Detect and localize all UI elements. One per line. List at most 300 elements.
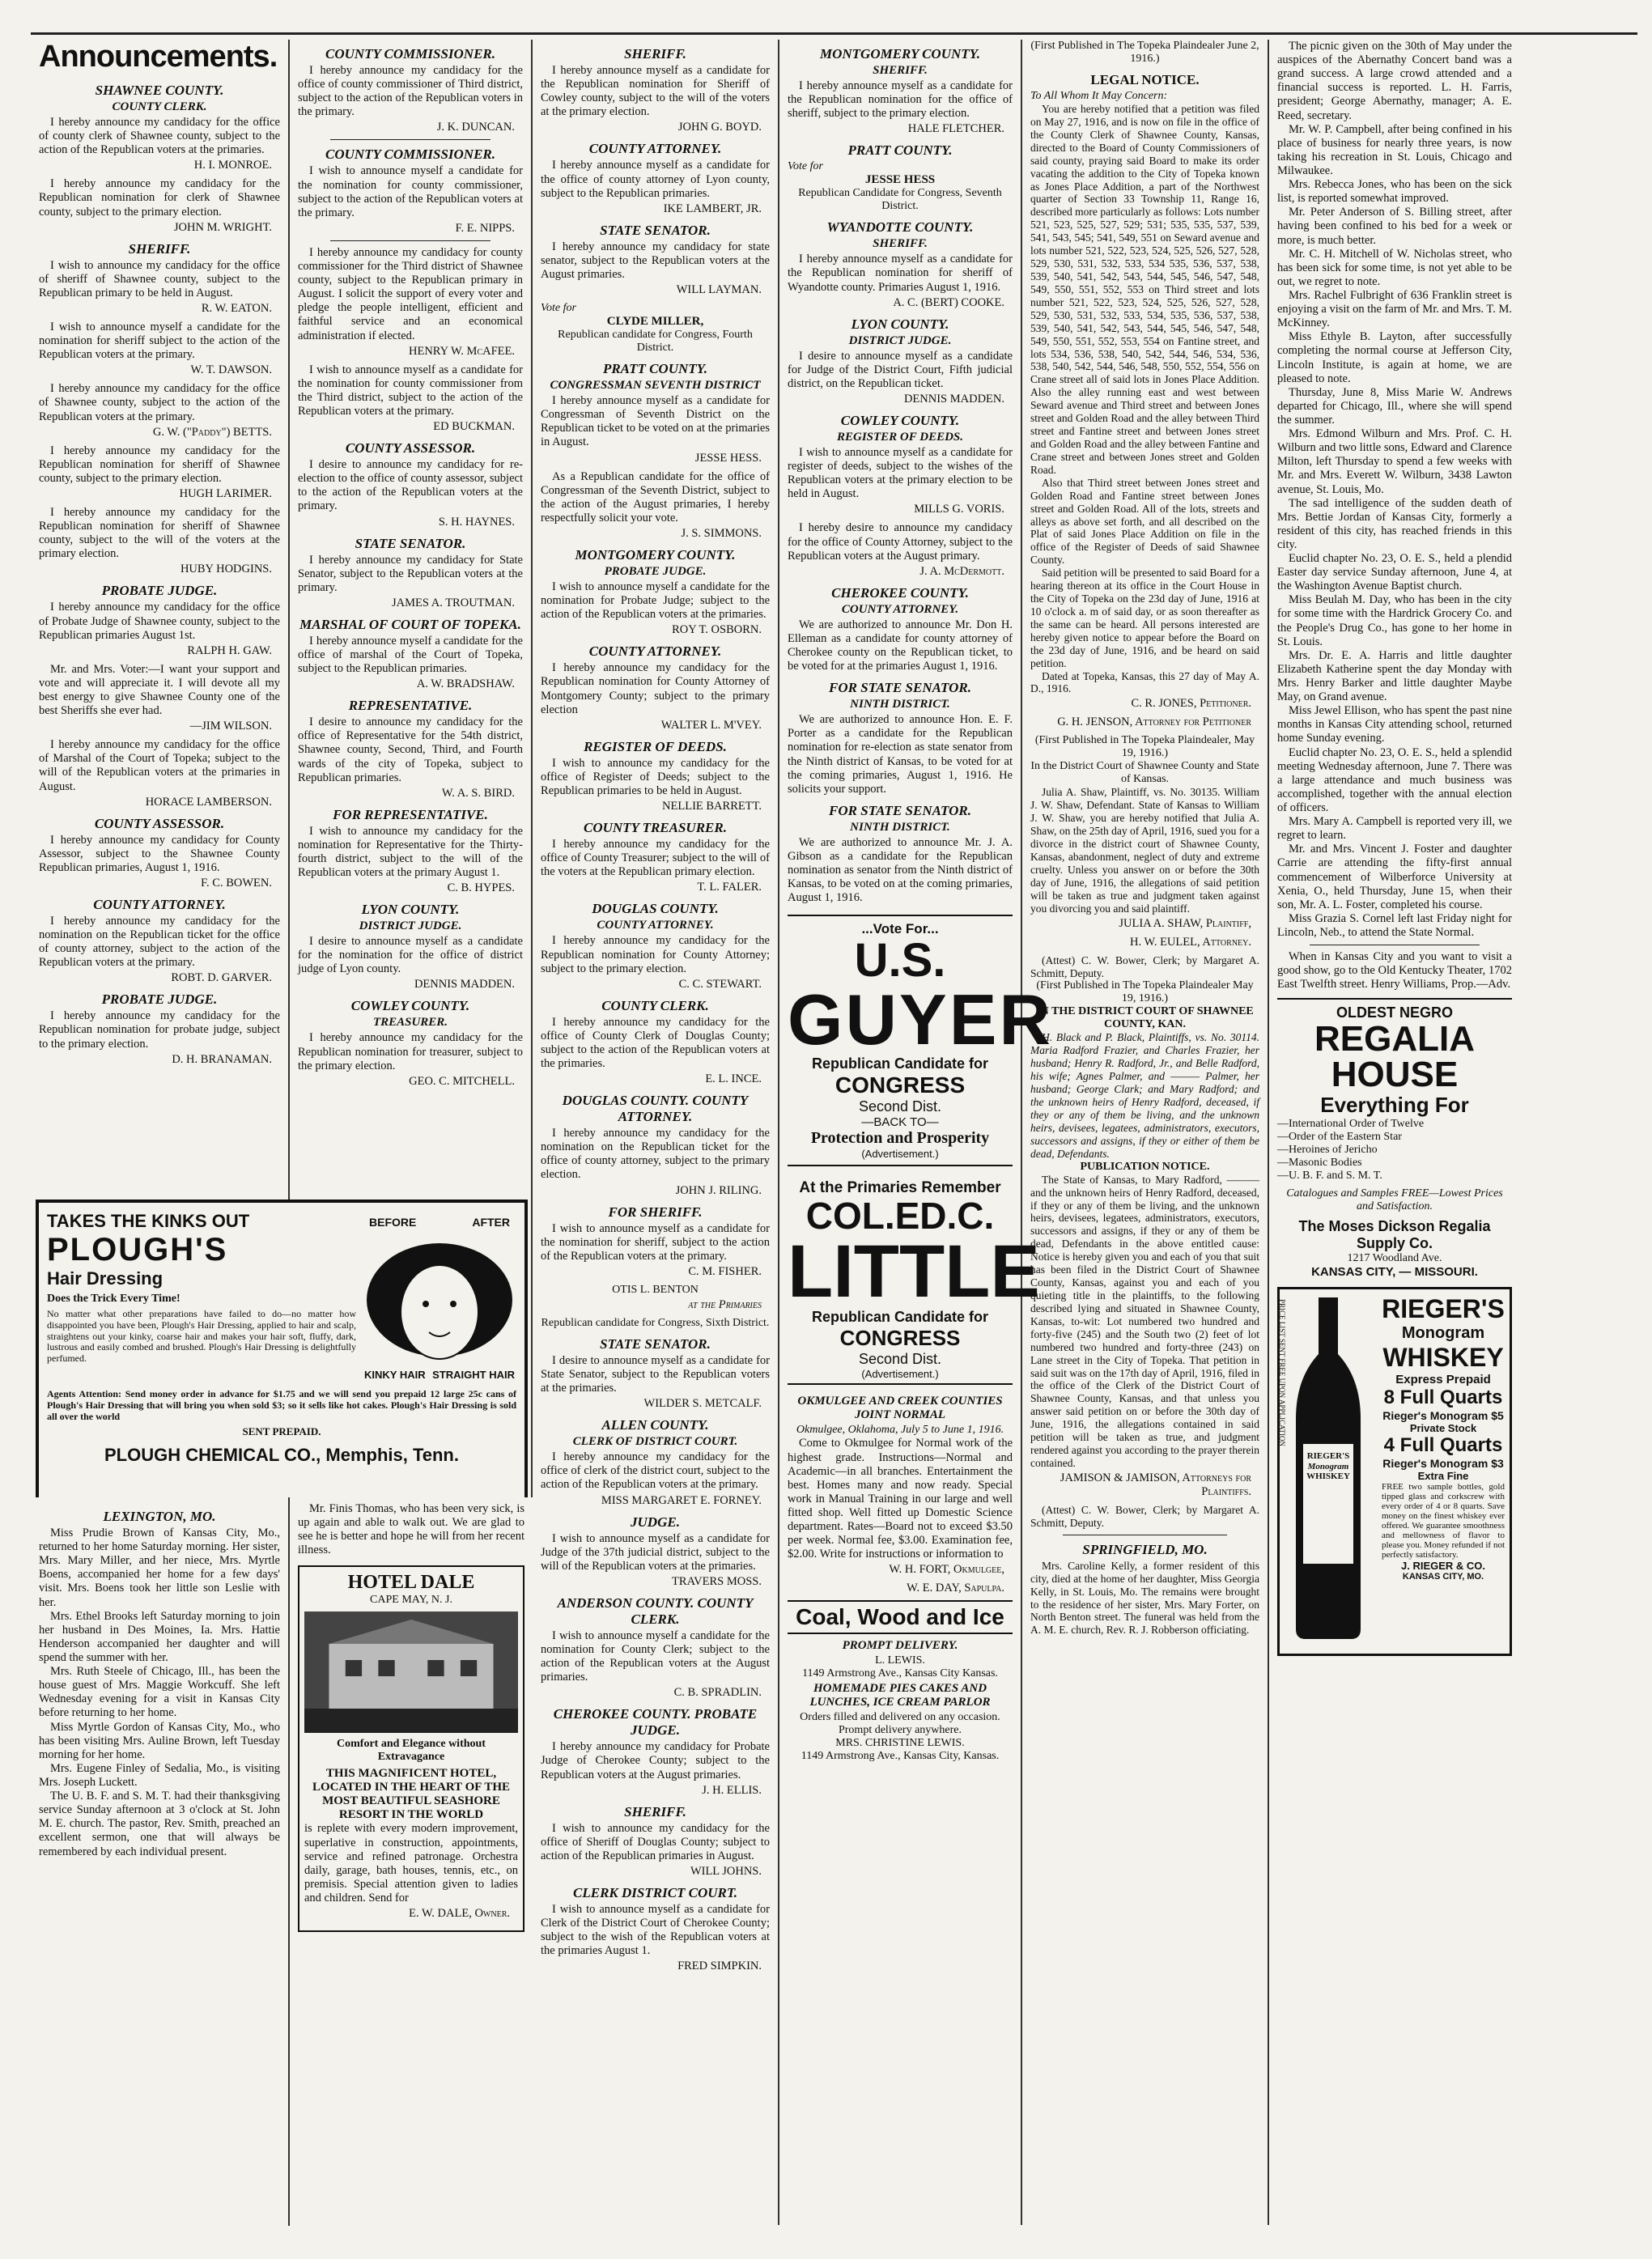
section-heading: WYANDOTTE COUNTY. [826,219,974,236]
guyer-line5: Protection and Prosperity [810,1129,990,1148]
news-item: Mrs. Rachel Fulbright of 636 Franklin street is enjoying a visit on the farm of Mr. and Mrs. T. M. McKinney. [1277,288,1512,330]
section-heading: DOUGLAS COUNTY. COUNTY ATTORNEY. [562,1093,749,1125]
coal-line: MRS. CHRISTINE LEWIS. [835,1737,965,1750]
news-item: Miss Beulah M. Day, who has been in the city for some time with the Hardrick Grocery Co. and the People's Drug Co., has gone to her home in St. Louis. [1277,593,1512,648]
hotel-title: HOTEL DALE [347,1572,475,1594]
candidate-note: at the Primaries [688,1297,762,1311]
announcement-signature: C. C. STEWART. [678,977,762,991]
hotel-location: CAPE MAY, N. J. [370,1594,452,1607]
announcement-text: I hereby announce my candidacy for the Republican nomination for County Attorney; subject to the primary election. [541,934,770,975]
coal-line: Orders filled and delivered on any occasion. Prompt delivery anywhere. [800,1711,1000,1737]
regalia-item: —Masonic Bodies [1277,1157,1362,1170]
section-heading: STATE SENATOR. [600,222,711,238]
rieger-line: Express Prepaid [1395,1373,1491,1387]
announcement-signature: JOHN J. RILING. [675,1183,762,1197]
section-heading: LYON COUNTY. [851,316,949,332]
announcement-text: I hereby announce my candidacy for the office of clerk of the district court, subject to the action of the Republican voters at the primary. [541,1450,770,1492]
publication-note: (First Published in The Topeka Plaindealer June 2, 1916.) [1030,40,1259,65]
announcement-signature: WILL LAYMAN. [676,283,762,297]
announcement-text: I wish to announce myself as a candidate for the nomination for county commissioner from the Third district, subject to the action of the Republican voters at the primary. [298,363,523,418]
candidate-desc: Republican candidate for Congress, Sixth District. [541,1316,770,1329]
announcement-text: I hereby announce my candidacy for County Assessor, subject to the Shawnee County Republican primaries, August 1, 1916. [39,833,280,874]
announcement-text: As a Republican candidate for the office of Congressman of the Seventh District, subject to the action of the August primaries, I hereby respectfully solicit your vote. [541,469,770,524]
coal-ad [788,1600,1013,1634]
woman-face-icon [363,1211,516,1389]
announcement-signature: ROBT. D. GARVER. [171,971,272,985]
top-rule [31,24,1637,35]
announcement-text: I hereby announce my candidacy for the Republican nomination for sheriff of Shawnee county, subject to the will of the voters at the primary election. [39,505,280,561]
section-heading: ALLEN COUNTY. [601,1417,709,1433]
announcement-signature: C. B. HYPES. [447,881,515,895]
announcement-text: I hereby announce myself as a candidate for the office of county attorney of Lyon county, subject to the Republican primaries. [541,159,770,200]
section-subheading: PROBATE JUDGE. [604,564,707,578]
straight-label: STRAIGHT HAIR [432,1369,515,1381]
news-item: Miss Myrtle Gordon of Kansas City, Mo., who has been visiting Mrs. Auline Brown, left Tuesday morning for her home. [39,1720,280,1761]
rieger-ad [1277,1287,1512,1656]
publication-note: (First Published in The Topeka Plaindealer May 19, 1916.) [1036,979,1254,1005]
news-item: Miss Prudie Brown of Kansas City, Mo., returned to her home Saturday morning. Her sister, Mrs. Mary Miller, and her niece, Mrs. Myrtle Boens, accompanied her home for a few days' visit. Mrs. Boens took her little son Leslie with her. [39,1527,280,1609]
plough-line: TAKES THE KINKS OUT [47,1211,250,1231]
announcement-signature: MISS MARGARET E. FORNEY. [601,1493,762,1507]
court-heading: In the District Court of Shawnee County and State of Kansas. [1030,760,1259,786]
announcement-signature: FRED SIMPKIN. [677,1960,762,1973]
announcement-signature: W. T. DAWSON. [190,363,272,377]
rieger-line: Monogram [1401,1324,1485,1343]
publication-note: (First Published in The Topeka Plaindealer, May 19, 1916.) [1034,734,1255,760]
rieger-city: KANSAS CITY, MO. [1402,1572,1484,1582]
hotel-image [304,1611,518,1733]
announcement-signature: DENNIS MADDEN. [414,978,515,991]
section-subheading: CLERK OF DISTRICT COURT. [572,1435,738,1449]
section-heading: CHEROKEE COUNTY. [831,584,969,601]
announcement-signature: NELLIE BARRETT. [662,800,762,813]
announcement-text: I desire to announce myself as a candidate for the nomination for the office of district judge of Lyon county. [298,935,523,976]
salutation: To All Whom It May Concern: [1030,90,1168,102]
section-heading: STATE SENATOR. [600,1335,711,1352]
section-heading: CHEROKEE COUNTY. PROBATE JUDGE. [553,1706,758,1739]
regalia-title: REGALIA HOUSE [1314,1019,1475,1095]
hotel-building-icon [304,1611,518,1733]
announcement-text: I wish to announce my candidacy for the nomination for Representative for the Thirty-fourth district, subject to the will of the Republican voters at the primary August 1. [298,824,523,880]
regalia-line: Everything For [1320,1093,1469,1118]
regalia-note: Catalogues and Samples FREE—Lowest Prices and Satisfaction. [1286,1187,1503,1213]
section-heading: FOR SHERIFF. [608,1204,703,1220]
regalia-city: KANSAS CITY, — MISSOURI. [1311,1265,1478,1280]
news-item: Mrs. Dr. E. A. Harris and little daughter Elizabeth Katherine spent the day Monday with Mrs. Henry Barker and little daughter Maybe May, on Grand avenue. [1277,648,1512,704]
announcement-signature: DENNIS MADDEN. [903,392,1004,406]
section-heading: JUDGE. [631,1514,680,1530]
section-heading: PUBLICATION NOTICE. [1080,1160,1210,1173]
legal-text: Said petition will be presented to said Board for a hearing thereon at its office in the Court House in the City of Topeka on the 23d day of June, 1916 at 10 o'clock a. m of said day, or as soon thereafter as the same can be heard. All persons interested are hereby given notice to appear before the Board on the 23d day of June, 1916, and be heard on said petition. [1030,567,1259,669]
announcement-text: I hereby announce my candidacy for the office of County Clerk of Douglas County; subject to the action of the Republican voters at the primaries. [541,1015,770,1071]
little-line0: At the Primaries Remember [799,1179,1001,1197]
kinky-label: KINKY HAIR [364,1369,426,1381]
announcement-text: I hereby announce my candidacy for the Republican nomination for clerk of Shawnee county, subject to the primary election. [39,177,280,219]
news-item: The U. B. F. and S. M. T. had their thanksgiving service Sunday afternoon at 3 o'clock at St. John M. E. church. The pastor, Rev. Smith, preached an excellent sermon, one that will always be remembered by each individual present. [39,1790,280,1858]
legal-text: You are hereby notified that a petition was filed on May 27, 1916, and is now on file in the office of the County Clerk of Shawnee County, Kansas, directed to the Board of County Commissioners of said county, praying said Board to make its order vacating the addition to the City of Topeka known as Jones Place Addition, a part of the Northwest quarter of Section 33 Township 11, Range 16, described more particularly as follows: Lots number 521, 523, 525, 527, 529; 531; 535, 535, 537, 539, 541, 543, 545; 541, 549, 551 on Seward avenue and lots number 521, 522, 523, 524, 525, 526, 527, 528, 529, 530, 531, 532, 533, 534 535, 536, 537, 538, 539, 540, 541, 542, 543, 544, 545, 546, 547, 548, 549, 550, 551, 552, 553 on Third street and lots number 521, 522, 523, 524, 525, 526, 527, 528, 529, 530, 531, 532, 533, 534, 535, 536, 537, 538, 539, 540, 541, 542, 543, 544, 545, 546, 547, 548, 549, 550, 551, 552, 553, 554 on Fantine street, and lots 534, 536, 538, 540, 542, 544, 546, 534, 536, 538, 540, 542, 544, 546, 548, 550, 552, 554, 556 on Crane street all of said lots in Jones Place Addition. Also the alley running east and west between Seward avenue and Third street and between Jones street and Golden Road and the alley between Third street and Fantine street and between Jones street and Golden Road and the alley between Fantine and Crane street and between Jones street and Golden Road. [1030,103,1259,476]
announcement-signature: F. C. BOWEN. [201,876,272,890]
news-item: Euclid chapter No. 23, O. E. S., held a splendid meeting Wednesday afternoon, June 7. There was a large attendance and much business was accomplished, together with the annual election of officers. [1277,745,1512,815]
news-item: Mrs. Mary A. Campbell is reported very ill, we regret to learn. [1277,815,1512,843]
announcement-text: I desire to announce my candidacy for the office of Representative for the 54th district, Shawnee county, Second, Third, and Fourth wards of the city of Topeka, subject to Republican primaries. [298,715,523,784]
announcement-text: I desire to announce my candidacy for re-election to the office of county assessor, subject to the action of the Republican voters at the primary. [298,458,523,513]
announcement-text: I hereby announce my candidacy for the office of Marshal of the Court of Topeka; subject to the will of the Republican voters at the primaries in August. [39,738,280,793]
announcement-signature: J. A. McDermott. [919,564,1004,578]
section-heading: SHERIFF. [624,46,686,62]
announcements-heading: Announcements. [39,40,278,74]
legal-signature: H. W. EULEL, Attorney. [1130,935,1251,949]
little-line5: Second Dist. [858,1351,942,1368]
news-item: Mrs. Edmond Wilburn and Mrs. Prof. C. H. Wilburn and two little sons, Edward and Clarence Milton, left Thursday to spend a few weeks with Mr. and Mrs. Everett W. Wilburn, 3438 Lawton avenue, St. Louis, Mo. [1277,427,1512,496]
section-heading: DOUGLAS COUNTY. [592,901,719,917]
vote-for-label: Vote for [541,302,576,315]
section-heading: COWLEY COUNTY. [840,412,960,428]
news-item: Miss Ethyle B. Layton, after successfully completing the normal course at Jefferson City, Lincoln Institute, is again at home, we are pleased to note. [1277,330,1512,385]
announcement-text: We are authorized to announce Hon. E. F. Porter as a candidate for the Republican nomination for re-election as state senator from the Ninth district of Kansas, to be voted for at the coming primaries, August 1, 1916. He solicits your support. [788,713,1013,796]
plough-line: SENT PREPAID. [242,1425,321,1438]
hotel-headline: THIS MAGNIFICENT HOTEL, LOCATED IN THE HEART OF THE MOST BEAUTIFUL SEASHORE RESORT IN THE WORLD [312,1767,511,1822]
legal-text: (Attest) C. W. Bower, Clerk; by Margaret A. Schmitt, Deputy. [1030,953,1259,979]
guyer-line2: CONGRESS [834,1072,966,1098]
section-subheading: NINTH DISTRICT. [850,698,950,711]
announcement-text: I desire to announce myself as a candidate for Judge of the District Court, Fifth judicial district, on the Republican ticket. [788,349,1013,390]
before-label: BEFORE [369,1216,417,1229]
divider [330,139,491,140]
section-subheading: DISTRICT JUDGE. [848,333,952,347]
news-item: Euclid chapter No. 23, O. E. S., held a plendid Easter day service Sunday afternoon, June 4, at the Washington Avenue Baptist church. [1277,552,1512,593]
candidate-desc: Republican candidate for Congress, Fourth District. [558,329,753,355]
bottle-label-line: Monogram [1307,1461,1349,1471]
price-list-note: PRICE LIST SENT FREE UPON APPLICATION [1278,1299,1286,1447]
announcement-text: I hereby announce myself as a candidate for the Republican nomination for the office of sheriff, subject to the primary election. [788,79,1013,121]
announcement-text: I hereby announce myself as a candidate for the Republican nomination for sheriff of Wyandotte county. Primaries August 1, 1916. [788,253,1013,294]
hotel-column [290,1497,533,2226]
coal-title: Coal, Wood and Ice [796,1604,1004,1630]
announcement-signature: A. W. BRADSHAW. [416,677,515,691]
news-item: Mr. and Mrs. Vincent J. Foster and daughter Carrie are attending the fifty-first annual commencement of Wilberforce University at Xenia, O., held Thursday, June 15, when their son, Mr. A. L. Foster, completed his course. [1277,843,1512,911]
section-heading: LEGAL NOTICE. [1090,72,1200,87]
plough-line: Hair Dressing [47,1268,164,1289]
section-heading: COUNTY COMMISSIONER. [325,46,496,62]
announcement-text: I hereby announce my candidacy for State Senator, subject to the Republican voters at the primary. [298,553,523,594]
announcement-text: I wish to announce my candidacy for the office of sheriff of Shawnee county, subject to the Republican primary to be held in August. [39,258,280,299]
news-item: Mrs. Ethel Brooks left Saturday morning to join her husband in Des Moines, Ia. Mrs. Hattie Henderson accompanied her daughter and will spend the summer with her. [39,1609,280,1664]
rieger-title: RIEGER'S [1382,1294,1505,1324]
legal-signature: JULIA A. SHAW, Plaintiff, [1119,916,1251,930]
lexington-news [31,1497,290,2226]
regalia-item: —Order of the Eastern Star [1277,1131,1402,1144]
rieger-text [1377,1289,1510,1654]
section-heading: COUNTY ASSESSOR. [345,440,476,456]
news-item: Mr. Finis Thomas, who has been very sick, is up again and able to walk out. We are glad to see he is better and hope he will from her recent illness. [298,1502,524,1557]
announcement-text: I hereby announce my candidacy for the office of Shawnee county, subject to the action of the Republican voters at the primary. [39,382,280,423]
guyer-name: GUYER [788,979,1053,1060]
rieger-line: Rieger's Monogram $3 [1382,1457,1504,1471]
announcement-signature: G. W. ("Paddy") BETTS. [152,425,272,439]
rieger-line: 8 Full Quarts [1383,1386,1503,1409]
bottle-label [1304,1451,1353,1480]
announcement-text: I hereby announce my candidacy for the office of county commissioner of Third district, subject to the action of the Republican voters in the primary. [298,64,523,119]
coal-line: PROMPT DELIVERY. [842,1639,958,1653]
after-label: AFTER [472,1216,510,1229]
announcement-signature: D. H. BRANAMAN. [172,1052,272,1066]
announcement-text: I wish to announce myself a candidate for the nomination for county commissioner, subject to the action of the Republican voters at the primary. [298,164,523,219]
news-item: The picnic given on the 30th of May under the auspices of the Abernathy Concert band was a grand success. A large crowd attended and a financial success is reported. L. H. Farris, president; George Abernathy, manager; A. E. Reed, secretary. [1277,40,1512,122]
regalia-line: OLDEST NEGRO [1336,1004,1453,1021]
guyer-line4: —BACK TO— [861,1115,939,1130]
announcement-signature: JOHN G. BOYD. [677,121,762,134]
plough-title: PLOUGH'S [47,1232,228,1268]
announcement-text: We are authorized to announce Mr. J. A. Gibson as a candidate for the Republican nomination as senator from the Ninth district of Kansas, to be voted on at the coming primaries, August 1, 1916. [788,835,1013,905]
announcement-signature: JOHN M. WRIGHT. [173,220,272,234]
announcement-text: I hereby announce my candidacy for the nomination on the Republican ticket for the office of county attorney, subject to the action of the Republican voters at the primary. [39,914,280,970]
section-heading: COUNTY ATTORNEY. [93,896,226,912]
vote-for-label: Vote for [788,160,823,173]
announcement-signature: —JIM WILSON. [189,720,272,733]
section-heading: MONTGOMERY COUNTY. [819,46,981,62]
legal-text: The State of Kansas, to Mary Radford, ——— and the unknown heirs of Henry Radford, deceased, if they or any of them be living, and the unknown heirs, devisees, legatees, administrators, executors, successors and assigns, if they or any of them be dead, Defendants in the above entitled cause: Notice is hereby given you and each of you that suit has been filed in the District Court of Shawnee County, Kansas, against you and each of you quieting title in the plaintiffs, to the following described lying and situated in Shawnee County, Kansas, to-wit: Lot numbered two hundred and forty-five (245) and the South two (2) feet of lot numbered two hundred and forty-three (243) on Lane street in the City of Topeka. That petition in said suit was on the 17th day of April, 1916, filed in the office of the Clerk of the District Court of Shawnee County, Kansas, and that unless you answer said petition on or before the 30th day of June, 1916, the allegations contained in said petition will be taken as true, and judgment rendered against you according to the prayer therein contained. [1030,1173,1259,1469]
announcement-signature: E. L. INCE. [705,1072,762,1086]
announcement-signature: F. E. NIPPS. [455,221,515,235]
announcement-signature: RALPH H. GAW. [187,643,272,657]
rieger-line: Extra Fine [1417,1470,1469,1483]
candidate-name: CLYDE MILLER, [606,315,704,329]
news-item: When in Kansas City and you want to visit a good show, go to the Old Kentucky Theater, 1702 East Twelfth street. Henry Williams, Prop.—Adv. [1277,950,1512,991]
regalia-item: —Heroines of Jericho [1277,1144,1378,1157]
section-heading: STATE SENATOR. [355,535,466,551]
normal-text: Come to Okmulgee for Normal work of the highest grade. Instructions—Normal and Academic—in all branches. Entertainment the best. Homes many and now ready. Special work in Manual Training in our large and well fitted shop. Well fitted up Domestic Science department. Rates—Board not to exceed $3.50 per week. Normal fee, $3.00. Examination fee, $2.00. Write for instructions or information to [788,1437,1013,1561]
news-item: Thursday, June 8, Miss Marie W. Andrews departed for Chicago, Ill., where she will spend the summer. [1277,385,1512,427]
section-subheading: COUNTY ATTORNEY. [841,602,959,616]
plough-line: Does the Trick Every Time! [47,1293,180,1305]
news-item: Mrs. Ruth Steele of Chicago, Ill., has been the house guest of Mrs. Maggie Workcuff. She left Wednesday evening for a visit in Kansas City before returning to her home. [39,1665,280,1720]
announcement-text: I hereby announce my candidacy for county commissioner for the Third district of Shawnee county, subject to the Republican primary in August. I solicit the support of every voter and pledge the people intelligent, efficient and faithful service and an economical administration if elected. [298,245,523,342]
divider [330,240,491,241]
rieger-line: WHISKEY [1382,1343,1504,1373]
legal-text: (Attest) C. W. Bower, Clerk; by Margaret A. Schmitt, Deputy. [1030,1503,1259,1529]
guyer-line6: (Advertisement.) [861,1148,939,1161]
plough-company: PLOUGH CHEMICAL CO., Memphis, Tenn. [104,1445,459,1466]
regalia-ad [1277,998,1512,1279]
announcement-signature: ED BUCKMAN. [433,420,515,434]
announcement-signature: HUGH LARIMER. [179,486,272,500]
section-subheading: TREASURER. [372,1016,448,1030]
normal-dates: Okmulgee, Oklahoma, July 5 to June 1, 1916. [796,1424,1004,1437]
announcement-text: I hereby announce my candidacy for the office of county clerk of Shawnee county, subject to the action of the Republican voters at the primaries. [39,116,280,157]
section-subheading: COUNTY CLERK. [112,100,207,113]
little-ad [788,1176,1040,1385]
announcement-text: I hereby announce my candidacy for the Republican nomination for probate judge, subject to the primary election. [39,1009,280,1051]
guyer-line3: Second Dist. [858,1098,942,1115]
section-heading: PROBATE JUDGE. [101,583,218,599]
legal-text: Julia A. Shaw, Plaintiff, vs. No. 30135. William J. W. Shaw, Defendant. State of Kansas to William J. W. Shaw, you are hereby notified that Julia A. Shaw, on the 25th day of April, 1916, sued you for a divorce in the district court of Shawnee County, Kansas, abandonment, neglect of duty and extreme cruelty. Unless you answer on or before the 30th day of June, 1916, the allegations of said petition will be taken as true and judgment taken against you divorcing you and said plaintiff. [1030,786,1259,915]
guyer-line1: Republican Candidate for [811,1055,989,1072]
plough-ad [36,1200,528,1522]
announcement-text: I wish to announce myself as a candidate for Clerk of the District Court of Cherokee County; subject to the wish of the Republican voters at the primaries August 1. [541,1903,770,1958]
legal-signature: JAMISON & JAMISON, Attorneys for Plaintiffs. [1060,1471,1251,1498]
news-item: Miss Grazia S. Cornel left last Friday night for Lincoln, Neb., to attend the State Normal. [1277,911,1512,939]
announcement-signature: GEO. C. MITCHELL. [409,1074,515,1088]
announcement-text: I wish to announce my candidacy for the office of Register of Deeds; subject to the Republican primaries to be held in August. [541,756,770,797]
section-heading: COWLEY COUNTY. [350,998,470,1014]
section-heading: FOR STATE SENATOR. [829,680,971,696]
little-name: LITTLE [788,1230,1040,1314]
section-heading: COUNTY TREASURER. [584,820,727,836]
announcement-text: I hereby desire to announce my candidacy for the office of County Attorney, subject to the Republican voters at the August primary. [788,521,1013,563]
announcement-text: I wish to announce myself a candidate for the nomination for Probate Judge; subject to the action of the Republican voters at the primaries. [541,580,770,622]
section-heading: SHAWNEE COUNTY. [95,83,224,98]
regalia-item: —U. B. F. and S. M. T. [1277,1170,1382,1183]
regalia-item: —International Order of Twelve [1277,1118,1425,1131]
section-heading: PRATT COUNTY. [602,361,708,377]
news-item: The sad intelligence of the sudden death of Mrs. Bettie Jordan of Kansas City, formerly a resident of this city, has reached friends in this city. [1277,496,1512,551]
coal-line: HOMEMADE PIES CAKES AND LUNCHES, ICE CREAM PARLOR [809,1682,991,1709]
plough-text: Agents Attention: Send money order in advance for $1.75 and we will send you prepaid 12 large 25c cans of Plough's Hair Dressing that will bring you when sold $3; so it sells like hot cakes. Plough's Hair Dressing is sold all over the world [47,1388,516,1422]
rieger-line: Private Stock [1409,1422,1477,1435]
column-3 [533,40,779,2225]
section-heading: SPRINGFIELD, MO. [1082,1541,1208,1557]
announcement-text: I wish to announce myself a candidate for the nomination for sheriff subject to the action of the Republican voters at the primary. [39,320,280,362]
hotel-tagline: Comfort and Elegance without Extravagance [337,1738,486,1764]
section-heading: OKMULGEE AND CREEK COUNTIES JOINT NORMAL [797,1395,1003,1422]
coal-line: 1149 Armstrong Ave., Kansas City, Kansas. [801,1750,1000,1763]
legal-signature: G. H. JENSON, Attorney for Petitioner [1057,715,1251,729]
section-heading: MARSHAL OF COURT OF TOPEKA. [299,616,521,632]
column-4 [779,40,1053,2225]
little-line6: (Advertisement.) [861,1368,939,1381]
section-heading: COUNTY ATTORNEY. [588,141,722,157]
announcement-signature: C. B. SPRADLIN. [673,1686,762,1700]
announcement-text: I hereby announce my candidacy for Probate Judge of Cherokee County; subject to the Republican voters at the August primaries. [541,1740,770,1781]
announcement-text: I hereby announce my candidacy for the Republican nomination for treasurer, subject to the primary election. [298,1031,523,1072]
section-subheading: REGISTER OF DEEDS. [836,430,964,444]
hotel-text: is replete with every modern improvement, superlative in construction, appointments, service and refined patronage. Orchestra daily, garage, bath houses, tennis, etc., on premisis. Special attention given to ladies and children. Send for [304,1822,518,1904]
section-heading: FOR REPRESENTATIVE. [333,806,488,822]
section-heading: MONTGOMERY COUNTY. [575,546,736,563]
announcement-signature: WILDER S. METCALF. [643,1397,762,1411]
normal-contact: W. H. FORT, Okmulgee, [889,1563,1004,1577]
guyer-us: U.S. [854,934,946,987]
section-heading: REGISTER OF DEEDS. [584,738,727,754]
announcement-signature: HENRY W. McAFEE. [408,344,515,358]
legal-text: Also that Third street between Jones street and Golden Road and Fantine street between Jones street and Golden Road. All of the lots, streets and alleys as above set forth, and all described on the Plat of said Jones Place Addition on file in the office of the Register of Deeds of said Shawnee County. [1030,476,1259,567]
candidate-name: JESSE HESS [864,173,936,187]
announcement-signature: S. H. HAYNES. [438,515,515,529]
announcement-signature: J. H. ELLIS. [702,1783,762,1797]
announcement-text: I hereby announce my candidacy for the office of Probate Judge of Shawnee county, subject to the Republican primaries August 1st. [39,601,280,642]
section-subheading: SHERIFF. [873,237,928,251]
news-item: Mr. Peter Anderson of S. Billing street, after having been confined to his bed for a week or more, is much better. [1277,206,1512,247]
section-heading: ANDERSON COUNTY. COUNTY CLERK. [557,1594,754,1627]
announcement-text: I wish to announce myself a candidate for the nomination for County Clerk; subject to the action of the Republican voters at the August primaries. [541,1628,770,1684]
announcement-text: I hereby announce my candidacy for the office of County Treasurer; subject to the will of the voters at the Republican primary election. [541,838,770,879]
column-5 [1022,40,1269,2225]
announcement-signature: HUBY HODGINS. [180,563,272,576]
announcement-signature: ROY T. OSBORN. [672,623,762,637]
announcement-text: I hereby announce my candidacy for state senator, subject to the Republican voters at the August primaries. [541,240,770,281]
announcement-signature: HALE FLETCHER. [907,122,1004,136]
news-item: Mrs. Eugene Finley of Sedalia, Mo., is visiting Mrs. Joseph Luckett. [39,1761,280,1789]
announcement-signature: W. A. S. BIRD. [441,786,515,800]
whiskey-bottle [1280,1289,1377,1654]
announcement-text: I hereby announce myself a candidate for the office of marshal of the Court of Topeka, subject to the Republican primaries. [298,634,523,676]
announcement-text: I wish to announce myself as a candidate for register of deeds, subject to the wishes of the Republican voters at the primary election to be held in August. [788,445,1013,501]
announcement-signature: JAMES A. TROUTMAN. [391,596,515,609]
little-first: COL.ED.C. [805,1195,995,1238]
hotel-owner: E. W. DALE, Owner. [409,1907,510,1921]
little-line3: Republican Candidate for [811,1309,989,1326]
section-heading: COUNTY ASSESSOR. [94,815,225,831]
announcement-signature: J. K. DUNCAN. [436,121,515,134]
announcement-signature: IKE LAMBERT, JR. [663,202,762,215]
announcement-signature: C. M. FISHER. [688,1264,762,1278]
section-heading: SHERIFF. [624,1803,686,1820]
section-heading: PROBATE JUDGE. [101,991,218,1008]
rieger-line: 4 Full Quarts [1383,1434,1503,1457]
legal-text: H. Black and P. Black, Plaintiffs, vs. No. 30114. Maria Radford Frazier, and Charles Frazier, her husband; Henry R. Radford, Jr., and Belle Radford, his wife; Agnes Palmer, and ——— Palmer, her husband; George Clark; and Mary Radford; and the unknown heirs of Henry Radford, deceased, if they or any of them be living, and the unknown heirs, devisees, legatees, administrators, executors, successors and assigns, if they or either of them be dead, Defendants. [1030,1031,1259,1160]
announcement-text: I hereby announce my candidacy for the Republican nomination for County Attorney of Montgomery County; subject to the primary election [541,661,770,716]
bottle-brand: RIEGER'S [1306,1451,1350,1462]
announcement-signature: R. W. EATON. [201,301,272,315]
announcement-signature: H. I. MONROE. [193,159,272,172]
section-heading: LEXINGTON, MO. [103,1509,216,1524]
plough-text: No matter what other preparations have failed to do—no matter how disappointed you have been, Plough's Hair Dressing, applied to hair and scalp, straightens out your kinky, coarse hair and makes your hair soft, fluffy, dark, lustrous and easily combed and brushed. Plough's Hair Dressing is delightfully perfumed. [47,1308,356,1365]
section-heading: COUNTY CLERK. [601,997,709,1013]
section-heading: COUNTY ATTORNEY. [588,643,722,660]
announcement-signature: HORACE LAMBERSON. [145,795,272,809]
section-subheading: COUNTY ATTORNEY. [597,919,714,932]
bottle-label-line: WHISKEY [1306,1471,1350,1481]
announcement-signature: WALTER L. M'VEY. [660,718,762,732]
announcement-signature: TRAVERS MOSS. [672,1574,762,1588]
legal-text: Dated at Topeka, Kansas, this 27 day of May A. D., 1916. [1030,669,1259,695]
announcement-text: I hereby announce my candidacy for the nomination on the Republican ticket for the office of county attorney, subject to the primary election. [541,1127,770,1182]
regalia-address: 1217 Woodland Ave. [1347,1252,1442,1265]
section-heading: REPRESENTATIVE. [348,698,473,714]
vote-for-label: ...Vote For... [861,921,939,937]
coal-line: 1149 Armstrong Ave., Kansas City Kansas. [802,1667,998,1680]
announcement-text: I wish to announce myself as a candidate for the nomination for sheriff, subject to the action of the Republican voters at the primary. [541,1221,770,1263]
section-heading: SHERIFF. [128,240,191,257]
candidate-name: OTIS L. BENTON [612,1283,699,1296]
before-after-illustration [363,1211,516,1389]
announcement-signature: J. S. SIMMONS. [681,526,762,540]
announcement-signature: T. L. FALER. [697,881,762,894]
section-subheading: DISTRICT JUDGE. [359,919,462,933]
rieger-company: J. RIEGER & CO. [1400,1560,1486,1573]
section-subheading: CONGRESSMAN SEVENTH DISTRICT [550,379,761,393]
candidate-desc: Republican Candidate for Congress, Seventh District. [798,187,1002,213]
section-heading: CLERK DISTRICT COURT. [573,1885,737,1900]
rieger-line: Rieger's Monogram $5 [1382,1409,1504,1423]
legal-signature: C. R. JONES, Petitioner. [1131,697,1251,711]
announcement-signature: A. C. (BERT) COOKE. [893,295,1004,309]
announcement-signature: MILLS G. VORIS. [914,503,1004,516]
section-heading: FOR STATE SENATOR. [829,802,971,818]
little-line4: CONGRESS [839,1326,961,1351]
news-item: Mr. W. P. Campbell, after being confined in his place of business for nearly three years, is now taking his recreation in St. Louis, Chicago and Milwaukee. [1277,122,1512,177]
news-item: Miss Jewel Ellison, who has spent the past nine months in Kansas City attending school, returned home Sunday evening. [1277,704,1512,745]
announcement-text: I hereby announce myself as a candidate for Congressman of Seventh District on the Republican ticket to be voted on at the primaries in August. [541,394,770,449]
announcement-text: I hereby announce myself as a candidate for the Republican nomination for Sheriff of Cowley county, subject to the will of the voters at the primary election. [541,64,770,119]
announcement-text: I wish to announce myself as a candidate for Judge of the 37th judicial district, subject to the will of the Republican voters at the primaries. [541,1531,770,1573]
court-heading: IN THE DISTRICT COURT OF SHAWNEE COUNTY, KAN. [1036,1005,1254,1031]
regalia-company: The Moses Dickson Regalia Supply Co. [1298,1218,1491,1252]
rieger-text-body: FREE two sample bottles, gold tipped glass and corkscrew with every order of 4 or 8 quarts. Save money on the finest whiskey ever offered. We guarantee smoothness and mellowness of flavor to please you. Money refunded if not perfectly satisfactory. [1382,1482,1505,1560]
announcement-text: I wish to announce my candidacy for the office of Sheriff of Douglas County; subject to action of the Republican primaries in August. [541,1821,770,1862]
news-item: Mr. C. H. Mitchell of W. Nicholas street, who has been sick for some time, is not yet able to be out, we regret to note. [1277,247,1512,288]
announcement-signature: WILL JOHNS. [690,1865,762,1878]
